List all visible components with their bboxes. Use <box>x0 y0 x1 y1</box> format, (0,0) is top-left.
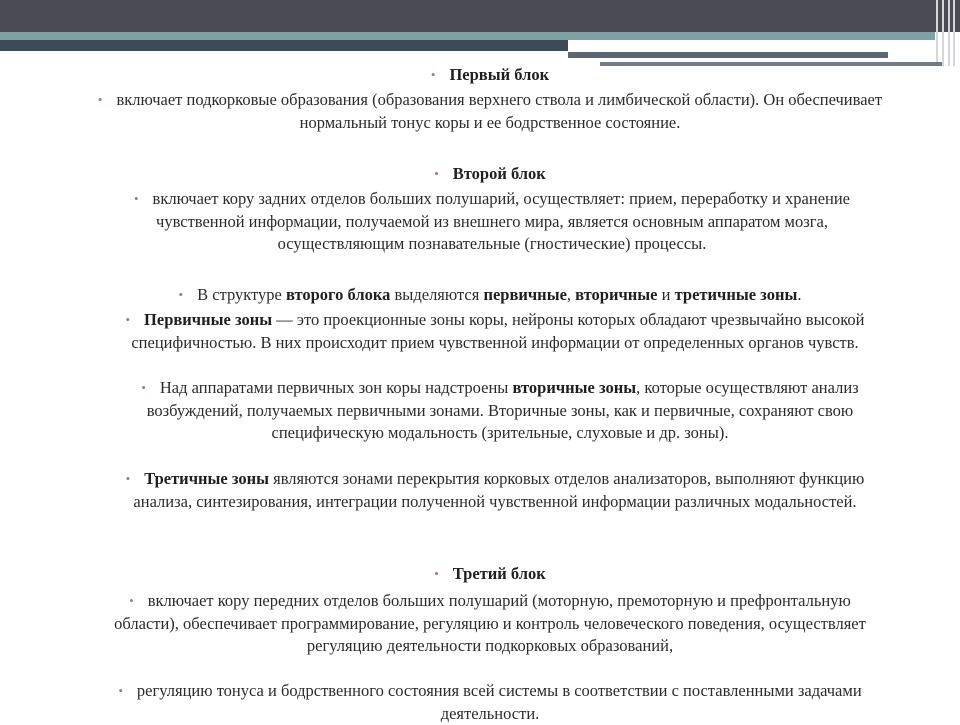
bullet-icon: • <box>141 380 146 395</box>
bullet-icon: • <box>434 166 439 181</box>
paragraph-text: регуляцию тонуса и бодрственного состояния всей системы в соответствии с поставленными задачами деятельности. <box>136 681 862 723</box>
header-teal-stripe <box>0 32 935 40</box>
bold-run: вторичные <box>575 285 658 304</box>
structure-paragraph <box>70 284 910 307</box>
bold-run: первичные <box>483 285 567 304</box>
bold-run: второго блока <box>285 285 391 304</box>
bullet-icon: • <box>118 683 123 698</box>
header-stripes <box>934 0 956 66</box>
bullet-icon: • <box>125 471 131 486</box>
secondary-zones-paragraph <box>100 377 900 444</box>
bold-run: третичные зоны <box>674 285 798 304</box>
block-3-description <box>110 590 870 657</box>
bullet-icon: • <box>133 191 139 206</box>
bullet-icon: • <box>178 287 184 302</box>
block-1-description <box>78 89 902 134</box>
header-band <box>0 0 960 32</box>
bold-run: Первичные зоны <box>144 310 273 329</box>
block-1-heading <box>70 64 910 87</box>
text-run: Над аппаратами первичных зон коры надстроены <box>159 378 513 397</box>
block-2-description <box>100 188 884 255</box>
text-run: выделяются <box>390 285 484 304</box>
text-run: являются зонами перекрытия корковых отделов анализаторов, выполняют функцию анализа, синтезирования, интеграции полученной чувственной информации различных модальностей. <box>133 469 865 511</box>
text-run: . <box>797 285 802 304</box>
text-run: В структуре <box>197 285 286 304</box>
paragraph-text: включает кору задних отделов больших полушарий, осуществляет: прием, переработку и хранение чувственной информации, получаемой из внешнего мира, является основным аппаратом мозга, осуществляющим познавательные (гностические) процессы. <box>152 189 851 253</box>
block-3-regulation <box>70 680 910 725</box>
paragraph-text: включает кору передних отделов больших полушарий (моторную, премоторную и префронтальную области), обеспечивает программирование, регуляцию и контроль человеческого поведения, осуществляет регуляцию деятельности подкорковых образований, <box>114 591 866 655</box>
header-accent-line <box>568 52 888 58</box>
text-run: , которые осуществляют анализ возбуждений, получаемых первичными зонами. Вторичные зоны, как и первичные, сохраняют свою специфическую модальность (зрительные, слуховые и др. зоны). <box>146 378 859 442</box>
primary-zones-paragraph <box>100 309 890 354</box>
bullet-icon: • <box>97 92 103 107</box>
bullet-icon: • <box>129 593 134 608</box>
heading-text: Третий блок <box>452 564 546 583</box>
bold-run: Третичные зоны <box>144 469 270 488</box>
bullet-icon: • <box>125 312 131 327</box>
bold-run: вторичные зоны <box>512 378 637 397</box>
paragraph-text: включает подкорковые образования (образования верхнего ствола и лимбической области). Он обеспечивает нормальный тонус коры и ее бодрственное состояние. <box>116 90 883 132</box>
text-run: — это проекционные зоны коры, нейроны которых обладают чрезвычайно высокой специфичностью. В них происходит прием чувственной информации от определенных органов чувств. <box>131 310 865 352</box>
heading-text: Второй блок <box>452 164 546 183</box>
block-3-heading <box>70 563 910 586</box>
tertiary-zones-paragraph <box>120 468 870 513</box>
text-run: , <box>566 285 576 304</box>
block-2-heading <box>70 163 910 186</box>
bullet-icon: • <box>430 67 436 82</box>
heading-text: Первый блок <box>449 65 550 84</box>
text-run: и <box>657 285 675 304</box>
header-dark-bar <box>0 40 568 51</box>
bullet-icon: • <box>434 566 439 581</box>
